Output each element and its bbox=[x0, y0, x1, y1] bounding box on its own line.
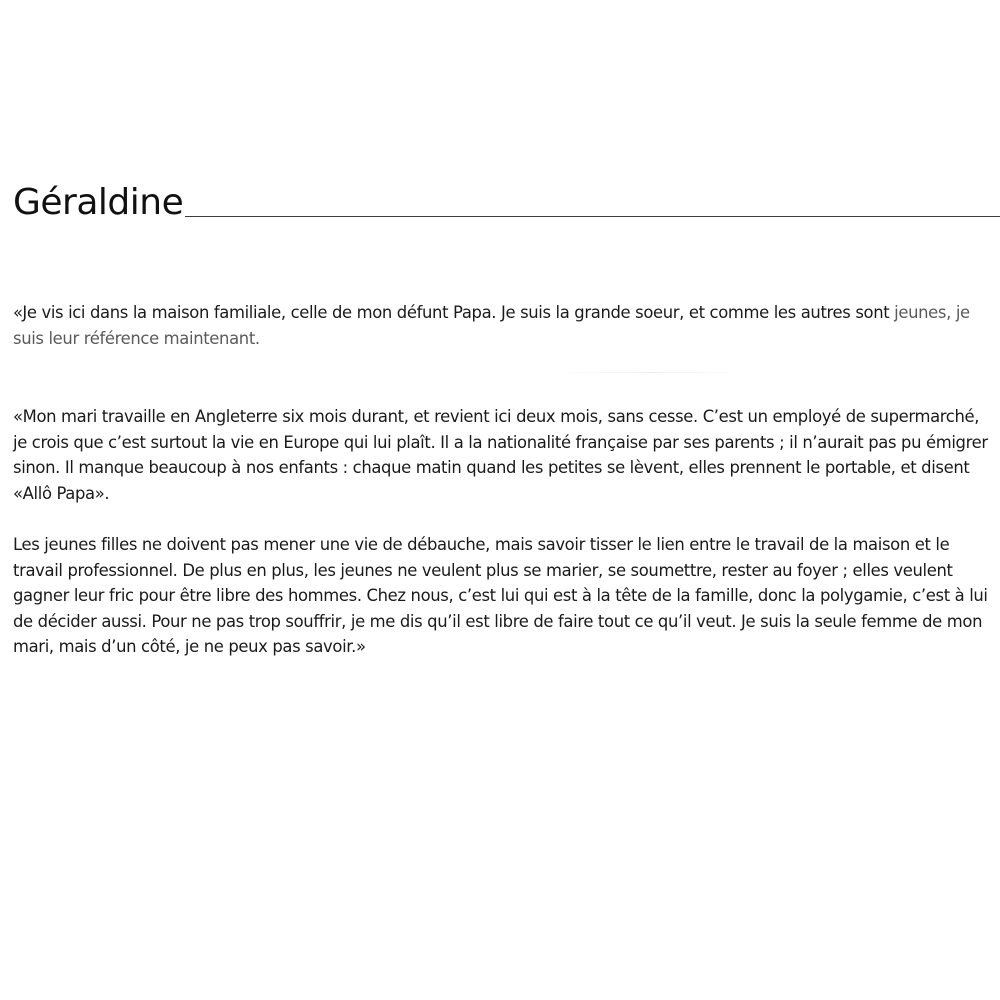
paragraph-young-women: Les jeunes filles ne doivent pas mener une vie de débauche, mais savoir tisser le lien entre le travail de la maison et le travail professionnel. De plus en plus, les jeunes ne veulent plus se marier, se soumettre, rester au foyer ; elles veulent gagner leur fric pour être libre des hommes. Chez nous, c’est lui qui est à la tête de la famille, donc la polygamie, c’est à lui de décider aussi. Pour ne pas trop souffrir, je me dis qu’il est libre de faire tout ce qu’il veut. Je suis la seule femme de mon mari, mais d’un côté, je ne peux pas savoir.» bbox=[13, 535, 988, 656]
paragraph-husband: «Mon mari travaille en Angleterre six mois durant, et revient ici deux mois, sans cesse. C’est un employé de supermarché, je crois que c’est surtout la vie en Europe qui lui plaît. Il a la nationalité française par ses parents ; il n’aurait pas pu émigrer sinon. Il manque beaucoup à nos enfants : chaque matin quand les petites se lèvent, elles prennent le portable, et disent «Allô Papa». bbox=[13, 407, 988, 503]
paragraph-intro bbox=[13, 300, 988, 351]
page-title: Géraldine bbox=[13, 182, 184, 223]
title-underline-rule bbox=[185, 216, 1000, 217]
title-row bbox=[13, 183, 1000, 225]
paragraph-intro-faded-text: jeunes, je suis leur référence maintenant. bbox=[13, 303, 970, 348]
faint-divider-mark bbox=[555, 372, 745, 373]
paragraph-intro-dark-text: «Je vis ici dans la maison familiale, celle de mon défunt Papa. Je suis la grande soeur, et comme les autres sont bbox=[13, 303, 895, 322]
